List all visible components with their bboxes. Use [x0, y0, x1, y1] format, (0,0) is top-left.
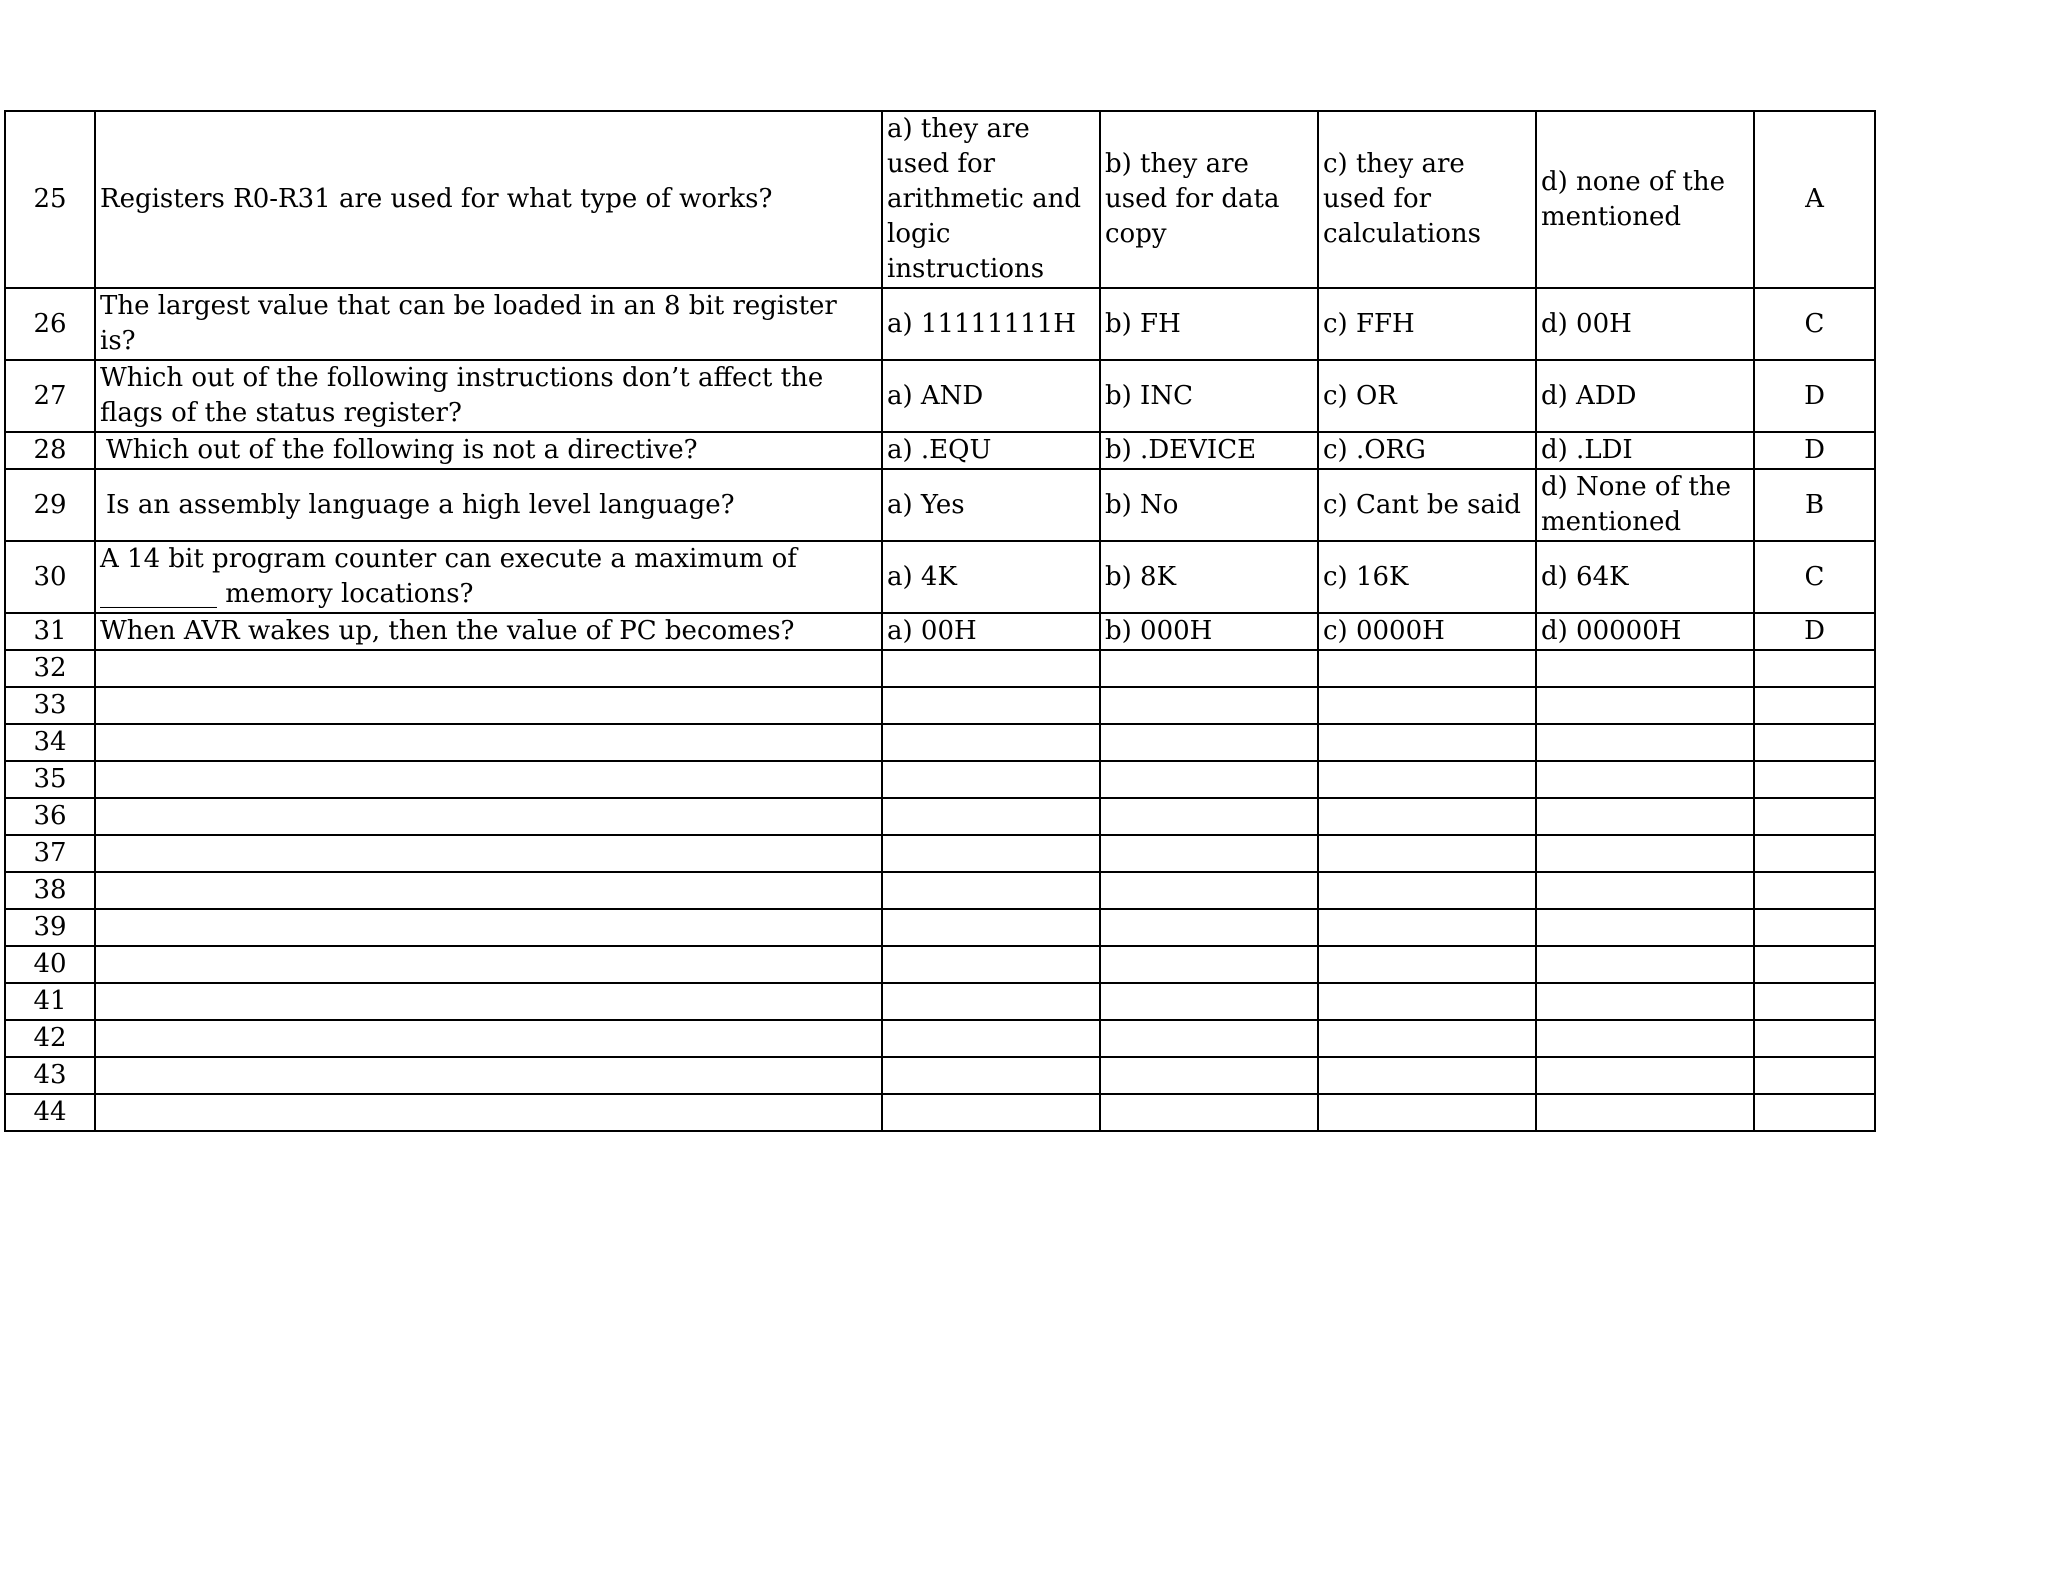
- question-text: The largest value that can be loaded in an 8 bit register is?: [95, 288, 882, 360]
- correct-answer: D: [1754, 432, 1875, 469]
- empty-row: [5, 1094, 1875, 1131]
- empty-cell: [1100, 798, 1318, 835]
- row-number: 33: [5, 687, 95, 724]
- option-d: d) 00000H: [1536, 613, 1754, 650]
- option-d: d) ADD: [1536, 360, 1754, 432]
- empty-cell: [1754, 724, 1875, 761]
- question-row: [5, 111, 1875, 288]
- empty-row: [5, 724, 1875, 761]
- empty-row: [5, 761, 1875, 798]
- question-text: Registers R0-R31 are used for what type of works?: [95, 111, 882, 288]
- empty-cell: [1536, 798, 1754, 835]
- row-number: 39: [5, 909, 95, 946]
- empty-cell: [1318, 1020, 1536, 1057]
- correct-answer: B: [1754, 469, 1875, 541]
- empty-cell: [95, 872, 882, 909]
- correct-answer: D: [1754, 360, 1875, 432]
- option-a: a) 00H: [882, 613, 1100, 650]
- question-number: 28: [5, 432, 95, 469]
- empty-cell: [1536, 761, 1754, 798]
- empty-cell: [1318, 650, 1536, 687]
- empty-cell: [1536, 946, 1754, 983]
- empty-cell: [95, 798, 882, 835]
- empty-cell: [1318, 946, 1536, 983]
- correct-answer: D: [1754, 613, 1875, 650]
- empty-cell: [95, 946, 882, 983]
- empty-row: [5, 835, 1875, 872]
- empty-cell: [1100, 1020, 1318, 1057]
- option-c: c) Cant be said: [1318, 469, 1536, 541]
- option-c: c) OR: [1318, 360, 1536, 432]
- question-row: [5, 469, 1875, 541]
- empty-row: [5, 909, 1875, 946]
- empty-cell: [882, 835, 1100, 872]
- empty-cell: [1536, 835, 1754, 872]
- empty-cell: [1754, 650, 1875, 687]
- empty-cell: [1318, 1094, 1536, 1131]
- empty-cell: [1318, 761, 1536, 798]
- row-number: 41: [5, 983, 95, 1020]
- empty-cell: [882, 798, 1100, 835]
- question-text: Is an assembly language a high level language?: [95, 469, 882, 541]
- empty-cell: [95, 909, 882, 946]
- empty-cell: [1318, 835, 1536, 872]
- option-b: b) FH: [1100, 288, 1318, 360]
- question-text: A 14 bit program counter can execute a maximum of _________ memory locations?: [95, 541, 882, 613]
- row-number: 37: [5, 835, 95, 872]
- question-number: 31: [5, 613, 95, 650]
- empty-cell: [95, 1057, 882, 1094]
- question-text: Which out of the following is not a directive?: [95, 432, 882, 469]
- question-row: [5, 541, 1875, 613]
- question-text: When AVR wakes up, then the value of PC becomes?: [95, 613, 882, 650]
- empty-cell: [1754, 1094, 1875, 1131]
- correct-answer: C: [1754, 541, 1875, 613]
- option-d: d) 00H: [1536, 288, 1754, 360]
- option-a: a) AND: [882, 360, 1100, 432]
- row-number: 43: [5, 1057, 95, 1094]
- option-b: b) 000H: [1100, 613, 1318, 650]
- option-b: b) they are used for data copy: [1100, 111, 1318, 288]
- option-d: d) None of the mentioned: [1536, 469, 1754, 541]
- question-number: 27: [5, 360, 95, 432]
- empty-cell: [1100, 909, 1318, 946]
- empty-row: [5, 1057, 1875, 1094]
- empty-cell: [1536, 1020, 1754, 1057]
- empty-cell: [95, 1094, 882, 1131]
- empty-cell: [1318, 983, 1536, 1020]
- row-number: 32: [5, 650, 95, 687]
- correct-answer: A: [1754, 111, 1875, 288]
- empty-cell: [1536, 1094, 1754, 1131]
- empty-cell: [1536, 983, 1754, 1020]
- option-c: c) FFH: [1318, 288, 1536, 360]
- empty-row: [5, 872, 1875, 909]
- empty-cell: [882, 983, 1100, 1020]
- empty-row: [5, 946, 1875, 983]
- option-b: b) 8K: [1100, 541, 1318, 613]
- quiz-table: [4, 110, 1876, 1132]
- question-text: Which out of the following instructions don’t affect the flags of the status register?: [95, 360, 882, 432]
- option-d: d) .LDI: [1536, 432, 1754, 469]
- empty-cell: [1318, 798, 1536, 835]
- empty-cell: [882, 872, 1100, 909]
- row-number: 44: [5, 1094, 95, 1131]
- empty-row: [5, 983, 1875, 1020]
- option-c: c) 16K: [1318, 541, 1536, 613]
- option-a: a) Yes: [882, 469, 1100, 541]
- empty-cell: [882, 1020, 1100, 1057]
- empty-cell: [882, 909, 1100, 946]
- empty-cell: [95, 724, 882, 761]
- question-number: 29: [5, 469, 95, 541]
- empty-cell: [1536, 724, 1754, 761]
- option-a: a) .EQU: [882, 432, 1100, 469]
- empty-cell: [882, 1057, 1100, 1094]
- empty-cell: [1536, 650, 1754, 687]
- empty-cell: [1100, 872, 1318, 909]
- empty-cell: [882, 650, 1100, 687]
- empty-row: [5, 650, 1875, 687]
- empty-cell: [882, 687, 1100, 724]
- empty-cell: [1100, 687, 1318, 724]
- empty-cell: [1100, 1094, 1318, 1131]
- question-row: [5, 613, 1875, 650]
- option-c: c) 0000H: [1318, 613, 1536, 650]
- empty-cell: [882, 946, 1100, 983]
- empty-cell: [1536, 909, 1754, 946]
- row-number: 34: [5, 724, 95, 761]
- empty-cell: [1100, 946, 1318, 983]
- empty-cell: [1100, 761, 1318, 798]
- question-number: 30: [5, 541, 95, 613]
- empty-row: [5, 687, 1875, 724]
- empty-cell: [1536, 687, 1754, 724]
- row-number: 35: [5, 761, 95, 798]
- question-row: [5, 432, 1875, 469]
- empty-cell: [1754, 798, 1875, 835]
- empty-cell: [1754, 761, 1875, 798]
- option-a: a) they are used for arithmetic and logic instructions: [882, 111, 1100, 288]
- empty-cell: [95, 761, 882, 798]
- option-a: a) 11111111H: [882, 288, 1100, 360]
- empty-cell: [1754, 983, 1875, 1020]
- quiz-table-body: [5, 111, 1875, 1131]
- empty-cell: [1100, 835, 1318, 872]
- empty-cell: [1754, 1020, 1875, 1057]
- empty-cell: [1536, 1057, 1754, 1094]
- empty-cell: [95, 1020, 882, 1057]
- option-d: d) 64K: [1536, 541, 1754, 613]
- row-number: 42: [5, 1020, 95, 1057]
- option-b: b) INC: [1100, 360, 1318, 432]
- empty-cell: [1318, 872, 1536, 909]
- empty-cell: [1754, 946, 1875, 983]
- empty-cell: [882, 724, 1100, 761]
- option-c: c) .ORG: [1318, 432, 1536, 469]
- empty-cell: [95, 983, 882, 1020]
- empty-cell: [1100, 650, 1318, 687]
- correct-answer: C: [1754, 288, 1875, 360]
- empty-cell: [1754, 835, 1875, 872]
- empty-row: [5, 1020, 1875, 1057]
- question-row: [5, 288, 1875, 360]
- empty-cell: [1100, 724, 1318, 761]
- row-number: 40: [5, 946, 95, 983]
- empty-cell: [1318, 687, 1536, 724]
- empty-cell: [1754, 872, 1875, 909]
- empty-cell: [95, 650, 882, 687]
- option-c: c) they are used for calculations: [1318, 111, 1536, 288]
- empty-cell: [1318, 1057, 1536, 1094]
- option-b: b) No: [1100, 469, 1318, 541]
- empty-cell: [1100, 1057, 1318, 1094]
- question-number: 25: [5, 111, 95, 288]
- option-d: d) none of the mentioned: [1536, 111, 1754, 288]
- row-number: 38: [5, 872, 95, 909]
- empty-cell: [95, 687, 882, 724]
- empty-cell: [1318, 909, 1536, 946]
- empty-row: [5, 798, 1875, 835]
- row-number: 36: [5, 798, 95, 835]
- empty-cell: [1100, 983, 1318, 1020]
- empty-cell: [1754, 909, 1875, 946]
- empty-cell: [95, 835, 882, 872]
- empty-cell: [1318, 724, 1536, 761]
- question-row: [5, 360, 1875, 432]
- option-a: a) 4K: [882, 541, 1100, 613]
- empty-cell: [1536, 872, 1754, 909]
- empty-cell: [1754, 687, 1875, 724]
- option-b: b) .DEVICE: [1100, 432, 1318, 469]
- question-number: 26: [5, 288, 95, 360]
- empty-cell: [882, 761, 1100, 798]
- empty-cell: [882, 1094, 1100, 1131]
- empty-cell: [1754, 1057, 1875, 1094]
